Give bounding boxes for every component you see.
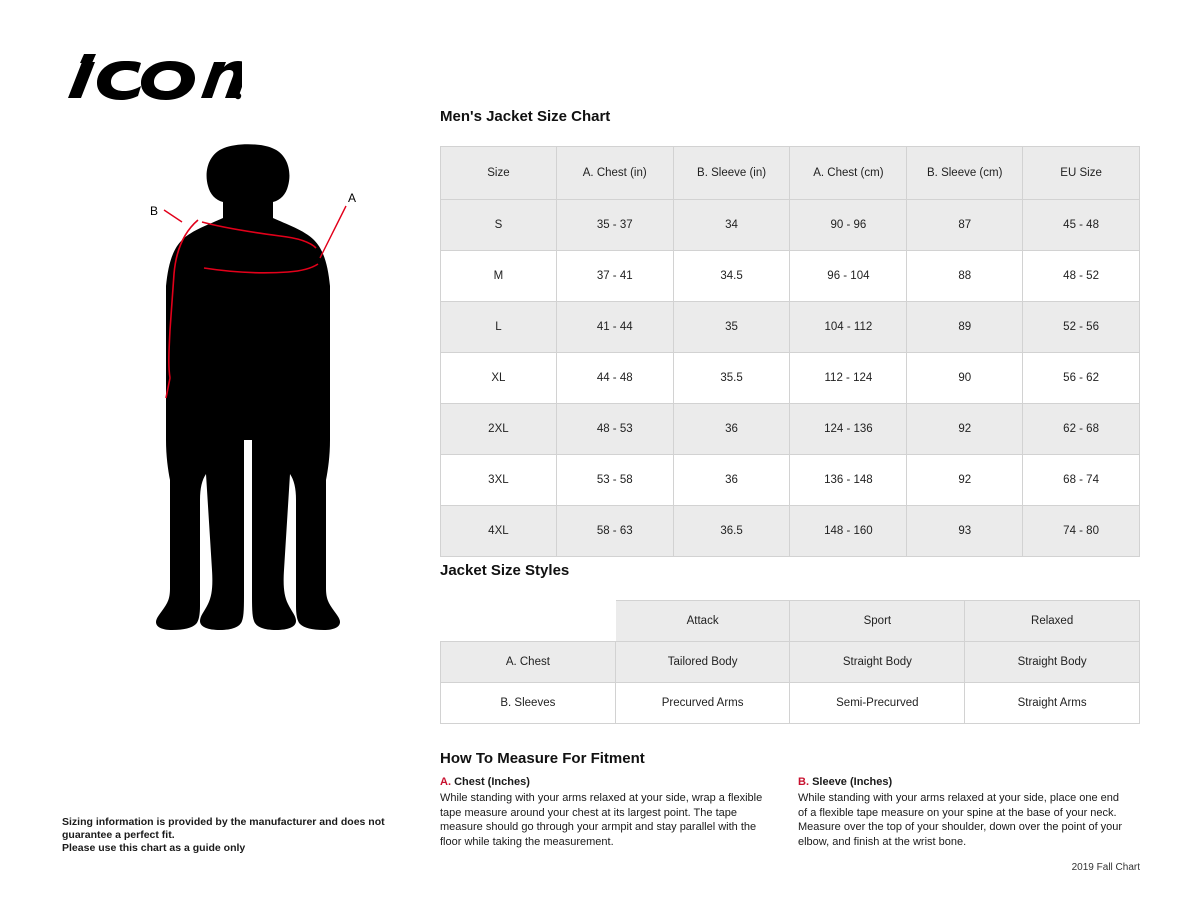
cell-eu-size: 45 - 48 bbox=[1023, 200, 1140, 251]
cell-chest-in: 53 - 58 bbox=[556, 455, 673, 506]
cell-sleeve-cm: 87 bbox=[907, 200, 1023, 251]
cell-eu-size: 74 - 80 bbox=[1023, 506, 1140, 557]
size-chart-table bbox=[440, 146, 1140, 557]
table-header-row bbox=[441, 147, 1140, 200]
cell-sleeve-cm: 93 bbox=[907, 506, 1023, 557]
column-header-sleeve-in: B. Sleeve (in) bbox=[673, 147, 790, 200]
cell-size: 4XL bbox=[441, 506, 557, 557]
cell-sleeve-in: 35 bbox=[673, 302, 790, 353]
cell-size: 3XL bbox=[441, 455, 557, 506]
measure-text-chest: While standing with your arms relaxed at your side, wrap a flexible tape measure around your chest at its largest point. The tape measure should go through your armpit and stay parallel with the floor while taking the measurement. bbox=[440, 792, 763, 848]
cell-sleeve-cm: 90 bbox=[907, 353, 1023, 404]
measure-instructions bbox=[440, 776, 1140, 849]
cell-sleeve-cm: 89 bbox=[907, 302, 1023, 353]
measure-letter-a: A. bbox=[440, 776, 451, 788]
cell-chest-in: 35 - 37 bbox=[556, 200, 673, 251]
column-header-eu-size: EU Size bbox=[1023, 147, 1140, 200]
cell-size: L bbox=[441, 302, 557, 353]
styles-cell-relaxed-sleeves: Straight Arms bbox=[965, 683, 1140, 724]
cell-sleeve-in: 36 bbox=[673, 455, 790, 506]
cell-sleeve-in: 35.5 bbox=[673, 353, 790, 404]
column-header-chest-cm: A. Chest (cm) bbox=[790, 147, 907, 200]
measure-heading-text-chest: Chest (Inches) bbox=[454, 776, 530, 788]
table-row bbox=[441, 404, 1140, 455]
table-row bbox=[441, 302, 1140, 353]
styles-header-blank bbox=[441, 601, 616, 642]
cell-size: M bbox=[441, 251, 557, 302]
cell-sleeve-in: 36 bbox=[673, 404, 790, 455]
cell-size: XL bbox=[441, 353, 557, 404]
column-header-chest-in: A. Chest (in) bbox=[556, 147, 673, 200]
cell-size: S bbox=[441, 200, 557, 251]
cell-sleeve-in: 36.5 bbox=[673, 506, 790, 557]
cell-chest-in: 37 - 41 bbox=[556, 251, 673, 302]
cell-sleeve-cm: 92 bbox=[907, 404, 1023, 455]
disclaimer-text bbox=[62, 816, 422, 855]
styles-header-relaxed: Relaxed bbox=[965, 601, 1140, 642]
cell-eu-size: 62 - 68 bbox=[1023, 404, 1140, 455]
table-row bbox=[441, 683, 1140, 724]
cell-chest-in: 48 - 53 bbox=[556, 404, 673, 455]
styles-cell-sport-sleeves: Semi-Precurved bbox=[790, 683, 965, 724]
cell-chest-in: 41 - 44 bbox=[556, 302, 673, 353]
styles-title: Jacket Size Styles bbox=[440, 562, 570, 579]
size-chart-title: Men's Jacket Size Chart bbox=[440, 108, 611, 125]
right-column bbox=[440, 0, 1160, 900]
cell-size: 2XL bbox=[441, 404, 557, 455]
table-row bbox=[441, 506, 1140, 557]
cell-eu-size: 48 - 52 bbox=[1023, 251, 1140, 302]
styles-row-label-chest: A. Chest bbox=[441, 642, 616, 683]
cell-chest-cm: 148 - 160 bbox=[790, 506, 907, 557]
styles-row-label-sleeves: B. Sleeves bbox=[441, 683, 616, 724]
styles-cell-sport-chest: Straight Body bbox=[790, 642, 965, 683]
styles-header-row bbox=[441, 601, 1140, 642]
styles-cell-relaxed-chest: Straight Body bbox=[965, 642, 1140, 683]
measure-column-chest bbox=[440, 776, 770, 849]
styles-cell-attack-chest: Tailored Body bbox=[615, 642, 790, 683]
cell-sleeve-in: 34 bbox=[673, 200, 790, 251]
measure-heading-sleeve bbox=[798, 776, 1128, 788]
cell-eu-size: 68 - 74 bbox=[1023, 455, 1140, 506]
column-header-sleeve-cm: B. Sleeve (cm) bbox=[907, 147, 1023, 200]
cell-chest-cm: 124 - 136 bbox=[790, 404, 907, 455]
icon-logo bbox=[62, 52, 242, 108]
measure-column-sleeve bbox=[798, 776, 1128, 849]
measure-text-sleeve: While standing with your arms relaxed at your side, place one end of a flexible tape measure on your spine at the base of your neck. Measure over the top of your shoulder, down over the point of your elbow, and finish at the wrist bone. bbox=[798, 792, 1123, 848]
table-row bbox=[441, 251, 1140, 302]
cell-chest-cm: 96 - 104 bbox=[790, 251, 907, 302]
measure-heading-chest bbox=[440, 776, 770, 788]
table-row bbox=[441, 353, 1140, 404]
measure-title: How To Measure For Fitment bbox=[440, 750, 645, 767]
table-row bbox=[441, 200, 1140, 251]
cell-eu-size: 52 - 56 bbox=[1023, 302, 1140, 353]
styles-header-sport: Sport bbox=[790, 601, 965, 642]
cell-chest-cm: 112 - 124 bbox=[790, 353, 907, 404]
cell-chest-in: 58 - 63 bbox=[556, 506, 673, 557]
cell-sleeve-cm: 92 bbox=[907, 455, 1023, 506]
measure-letter-b: B. bbox=[798, 776, 809, 788]
table-row bbox=[441, 642, 1140, 683]
disclaimer-line-2: Please use this chart as a guide only bbox=[62, 842, 246, 854]
measure-heading-text-sleeve: Sleeve (Inches) bbox=[812, 776, 893, 788]
figure-label-a: A bbox=[348, 191, 357, 205]
table-row bbox=[441, 455, 1140, 506]
chart-version-footer: 2019 Fall Chart bbox=[1071, 862, 1140, 873]
figure-label-b: B bbox=[150, 204, 159, 218]
column-header-size: Size bbox=[441, 147, 557, 200]
styles-cell-attack-sleeves: Precurved Arms bbox=[615, 683, 790, 724]
cell-chest-cm: 136 - 148 bbox=[790, 455, 907, 506]
jacket-styles-table bbox=[440, 600, 1140, 724]
cell-eu-size: 56 - 62 bbox=[1023, 353, 1140, 404]
cell-sleeve-in: 34.5 bbox=[673, 251, 790, 302]
styles-header-attack: Attack bbox=[615, 601, 790, 642]
cell-chest-cm: 90 - 96 bbox=[790, 200, 907, 251]
left-column bbox=[0, 0, 430, 900]
cell-sleeve-cm: 88 bbox=[907, 251, 1023, 302]
disclaimer-line-1: Sizing information is provided by the manufacturer and does not guarantee a perfect fit. bbox=[62, 816, 385, 841]
cell-chest-cm: 104 - 112 bbox=[790, 302, 907, 353]
body-measurement-illustration bbox=[120, 140, 420, 640]
cell-chest-in: 44 - 48 bbox=[556, 353, 673, 404]
